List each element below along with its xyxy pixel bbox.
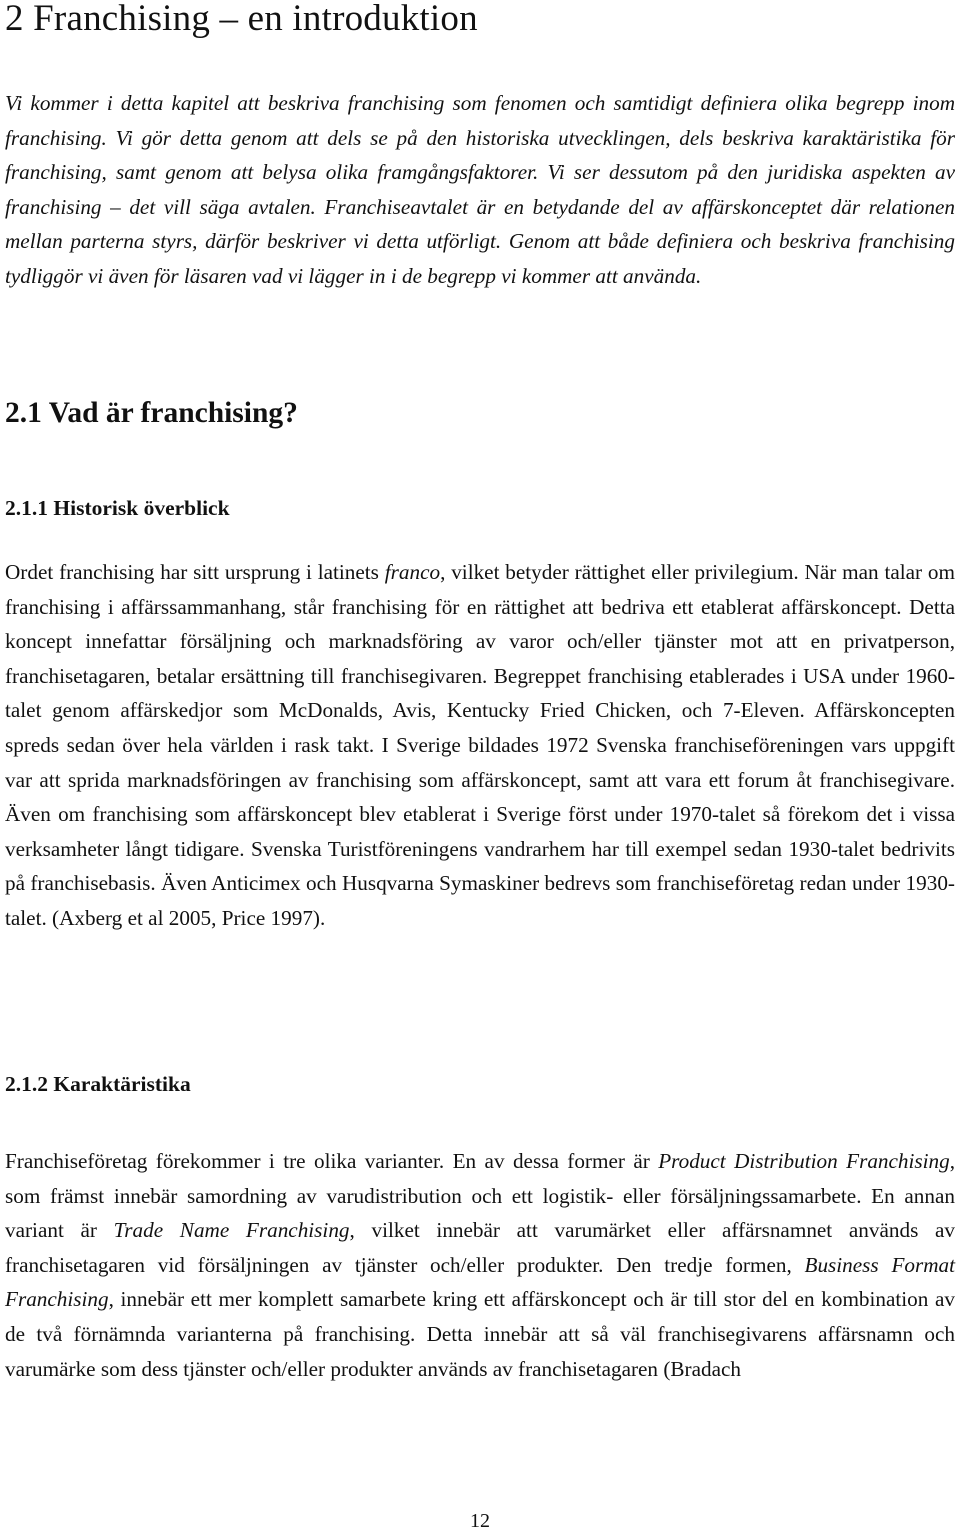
historik-italic-term: franco <box>384 560 441 584</box>
page-number: 12 <box>470 1510 490 1532</box>
subsection-heading-historik: 2.1.1 Historisk överblick <box>5 496 230 520</box>
term-trade-name: Trade Name Franchising <box>113 1218 350 1243</box>
historik-text-start: Ordet franchising har sitt ursprung i latinets <box>5 560 385 584</box>
term-product-distribution: Product Distribution Franchising <box>658 1149 950 1173</box>
historik-paragraph <box>5 555 955 936</box>
karakteristika-text-1: Franchiseföretag förekommer i tre olika varianter. En av dessa former är <box>5 1149 659 1173</box>
historik-text-rest: , vilket betyder rättighet eller privilegium. När man talar om franchising i affärssammanhang, står franchising för en rättighet att bedriva ett etablerat affärskoncept. Detta koncept innefattar försäljning och marknadsföring av varor och/eller tjänster mot att en privatperson, franchisetagaren, betalar ersättning till franchisegivaren. Begreppet franchising etablerades i USA under 1960-talet genom affärskedjor som McDonalds, Avis, Kentucky Fried Chicken, och 7-Eleven. Affärskoncepten spreds sedan över hela världen i rask takt. I Sverige bildades 1972 Svenska franchiseföreningen vars uppgift var att sprida marknadsföringen av franchising som affärskoncept, samt att vara ett forum åt franchisegivare. Även om franchising som affärskoncept blev etablerat i Sverige först under 1970-talet så förekom det i vissa verksamheter långt tidigare. Svenska Turistföreningens vandrarhem har till exempel sedan 1930-talet bedrivits på franchisebasis. Även Anticimex och Husqvarna Symaskiner bedrevs som franchiseföretag redan under 1930-talet. (Axberg et al 2005, Price 1997). <box>5 560 955 930</box>
chapter-title: 2 Franchising – en introduktion <box>5 0 478 39</box>
section-heading: 2.1 Vad är franchising? <box>5 397 298 429</box>
karakteristika-text-3: , vilket innebär att varumärket eller affärsnamnet används av franchisetagaren vid försäljningen av tjänster och/eller produkter. Den tredje formen, <box>5 1218 955 1277</box>
karakteristika-text-2: , som främst innebär samordning av varudistribution och ett logistik- eller försäljningssamarbete. En annan variant är <box>5 1149 956 1243</box>
term-business-format: Business Format Franchising <box>5 1252 956 1312</box>
karakteristika-text-4: , innebär ett mer komplett samarbete kring ett affärskoncept och är till stor del en kombination av de två förnämnda varianterna på franchising. Detta innebär att så väl franchisegivarens affärsnamn och varumärke som dess tjänster och/eller produkter används av franchisetagaren (Bradach <box>5 1287 955 1381</box>
karakteristika-paragraph <box>5 1144 955 1386</box>
chapter-intro-paragraph: Vi kommer i detta kapitel att beskriva franchising som fenomen och samtidigt definiera olika begrepp inom franchising. Vi gör detta genom att dels se på den historiska utvecklingen, dels beskriva karaktäristika för franchising, samt genom att belysa olika framgångsfaktorer. Vi ser dessutom på den juridiska aspekten av franchising – det vill säga avtalen. Franchiseavtalet är en betydande del av affärskonceptet där relationen mellan parterna styrs, därför beskriver vi detta utförligt. Genom att både definiera och beskriva franchising tydliggör vi även för läsaren vad vi lägger in i de begrepp vi kommer att använda. <box>5 91 955 288</box>
subsection-heading-karakteristika: 2.1.2 Karaktäristika <box>5 1072 191 1096</box>
